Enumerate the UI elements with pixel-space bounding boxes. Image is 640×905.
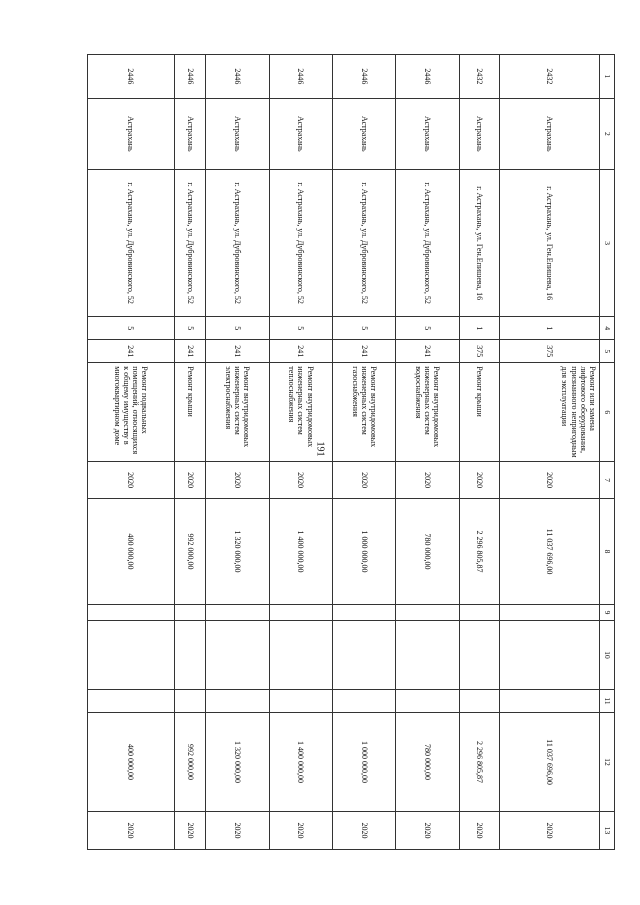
cell-work-type: Ремонт крыши <box>459 363 499 462</box>
column-header: 3 <box>600 170 615 317</box>
cell-col10 <box>206 620 269 689</box>
cell-house-id: 2446 <box>269 55 332 99</box>
column-header: 5 <box>600 340 615 363</box>
cell-year: 2020 <box>174 462 206 499</box>
cell-col11 <box>332 690 395 713</box>
cell-total: 11 037 696,00 <box>499 713 599 812</box>
column-header: 2 <box>600 98 615 169</box>
cell-col9 <box>396 604 459 620</box>
cell-col4: 5 <box>206 317 269 340</box>
cell-end-year: 2020 <box>174 811 206 849</box>
cell-address: г. Астрахань, ул. Дубровинского, 52 <box>88 170 175 317</box>
cell-cost: 780 000,00 <box>396 499 459 605</box>
cell-year: 2020 <box>332 462 395 499</box>
cell-col4: 1 <box>499 317 599 340</box>
table-row <box>269 55 332 850</box>
cell-address: г. Астрахань, ул. Дубровинского, 52 <box>396 170 459 317</box>
cell-year: 2020 <box>269 462 332 499</box>
cell-cost: 1 000 000,00 <box>332 499 395 605</box>
cell-address: г. Астрахань, ул. Ген.Епишева, 16 <box>499 170 599 317</box>
cell-total: 780 000,00 <box>396 713 459 812</box>
cell-house-id: 2446 <box>396 55 459 99</box>
cell-total: 1 320 000,00 <box>206 713 269 812</box>
cell-address: г. Астрахань, ул. Ген.Епишева, 16 <box>459 170 499 317</box>
cell-col5: 375 <box>499 340 599 363</box>
cell-col9 <box>88 604 175 620</box>
cell-total: 1 000 000,00 <box>332 713 395 812</box>
cell-col4: 5 <box>332 317 395 340</box>
cell-col4: 1 <box>459 317 499 340</box>
cell-col5: 241 <box>88 340 175 363</box>
cell-work-type: Ремонт внутридомовых инженерных систем газоснабжения <box>332 363 395 462</box>
column-header: 9 <box>600 604 615 620</box>
cell-year: 2020 <box>88 462 175 499</box>
cell-col5: 241 <box>174 340 206 363</box>
column-header: 11 <box>600 690 615 713</box>
cell-col9 <box>459 604 499 620</box>
cell-address: г. Астрахань, ул. Дубровинского, 52 <box>332 170 395 317</box>
cell-municipality: Астрахань <box>459 98 499 169</box>
cell-col10 <box>174 620 206 689</box>
cell-work-type: Ремонт внутридомовых инженерных систем водоснабжения <box>396 363 459 462</box>
cell-cost: 11 037 696,00 <box>499 499 599 605</box>
column-header: 10 <box>600 620 615 689</box>
cell-end-year: 2020 <box>88 811 175 849</box>
cell-col9 <box>174 604 206 620</box>
column-header: 12 <box>600 713 615 812</box>
table-row <box>499 55 599 850</box>
cell-work-type: Ремонт внутридомовых инженерных систем теплоснабжения <box>269 363 332 462</box>
column-header: 7 <box>600 462 615 499</box>
cell-year: 2020 <box>206 462 269 499</box>
cell-total: 1 400 000,00 <box>269 713 332 812</box>
cell-municipality: Астрахань <box>396 98 459 169</box>
cell-end-year: 2020 <box>459 811 499 849</box>
cell-end-year: 2020 <box>206 811 269 849</box>
cell-col9 <box>332 604 395 620</box>
column-header: 6 <box>600 363 615 462</box>
capital-repair-table <box>87 54 615 850</box>
cell-address: г. Астрахань, ул. Дубровинского, 52 <box>174 170 206 317</box>
table-row <box>206 55 269 850</box>
cell-house-id: 2446 <box>206 55 269 99</box>
cell-house-id: 2446 <box>174 55 206 99</box>
cell-house-id: 2432 <box>499 55 599 99</box>
cell-municipality: Астрахань <box>499 98 599 169</box>
cell-cost: 1 400 000,00 <box>269 499 332 605</box>
cell-col10 <box>269 620 332 689</box>
cell-end-year: 2020 <box>269 811 332 849</box>
cell-end-year: 2020 <box>499 811 599 849</box>
table-container <box>87 54 615 850</box>
cell-col10 <box>459 620 499 689</box>
cell-col5: 241 <box>396 340 459 363</box>
cell-year: 2020 <box>459 462 499 499</box>
cell-col10 <box>88 620 175 689</box>
cell-house-id: 2446 <box>88 55 175 99</box>
cell-work-type: Ремонт внутридомовых инженерных систем электроснабжения <box>206 363 269 462</box>
cell-col10 <box>499 620 599 689</box>
cell-work-type: Ремонт крыши <box>174 363 206 462</box>
table-row <box>396 55 459 850</box>
cell-col4: 5 <box>88 317 175 340</box>
cell-col4: 5 <box>269 317 332 340</box>
cell-total: 2 296 805,87 <box>459 713 499 812</box>
column-header: 8 <box>600 499 615 605</box>
cell-cost: 2 296 805,87 <box>459 499 499 605</box>
cell-work-type: Ремонт подвальных помещений, относящихся к общему имуществу в многоквартирном доме <box>88 363 175 462</box>
cell-col5: 241 <box>269 340 332 363</box>
cell-address: г. Астрахань, ул. Дубровинского, 52 <box>269 170 332 317</box>
cell-municipality: Астрахань <box>206 98 269 169</box>
cell-cost: 400 000,00 <box>88 499 175 605</box>
cell-col4: 5 <box>174 317 206 340</box>
cell-col11 <box>88 690 175 713</box>
cell-col9 <box>269 604 332 620</box>
cell-total: 992 000,00 <box>174 713 206 812</box>
table-row <box>332 55 395 850</box>
page-number: 191 <box>314 441 326 457</box>
cell-col4: 5 <box>396 317 459 340</box>
cell-col11 <box>206 690 269 713</box>
cell-col11 <box>269 690 332 713</box>
table-row <box>88 55 175 850</box>
cell-work-type: Ремонт или замена лифтового оборудования, признанного непригодным для эксплуатации <box>499 363 599 462</box>
column-header: 4 <box>600 317 615 340</box>
cell-col9 <box>206 604 269 620</box>
cell-col10 <box>332 620 395 689</box>
cell-municipality: Астрахань <box>88 98 175 169</box>
cell-total: 400 000,00 <box>88 713 175 812</box>
cell-col11 <box>396 690 459 713</box>
cell-col9 <box>499 604 599 620</box>
column-header: 13 <box>600 811 615 849</box>
cell-col5: 375 <box>459 340 499 363</box>
cell-end-year: 2020 <box>396 811 459 849</box>
table-row <box>459 55 499 850</box>
cell-address: г. Астрахань, ул. Дубровинского, 52 <box>206 170 269 317</box>
table-row <box>174 55 206 850</box>
cell-col10 <box>396 620 459 689</box>
column-header: 1 <box>600 55 615 99</box>
cell-col11 <box>499 690 599 713</box>
cell-municipality: Астрахань <box>269 98 332 169</box>
cell-cost: 1 320 000,00 <box>206 499 269 605</box>
cell-col11 <box>459 690 499 713</box>
table-header-row <box>600 55 615 850</box>
cell-municipality: Астрахань <box>332 98 395 169</box>
cell-year: 2020 <box>499 462 599 499</box>
cell-cost: 992 000,00 <box>174 499 206 605</box>
cell-house-id: 2432 <box>459 55 499 99</box>
cell-col5: 241 <box>206 340 269 363</box>
cell-municipality: Астрахань <box>174 98 206 169</box>
cell-col11 <box>174 690 206 713</box>
cell-year: 2020 <box>396 462 459 499</box>
cell-col5: 241 <box>332 340 395 363</box>
cell-end-year: 2020 <box>332 811 395 849</box>
cell-house-id: 2446 <box>332 55 395 99</box>
